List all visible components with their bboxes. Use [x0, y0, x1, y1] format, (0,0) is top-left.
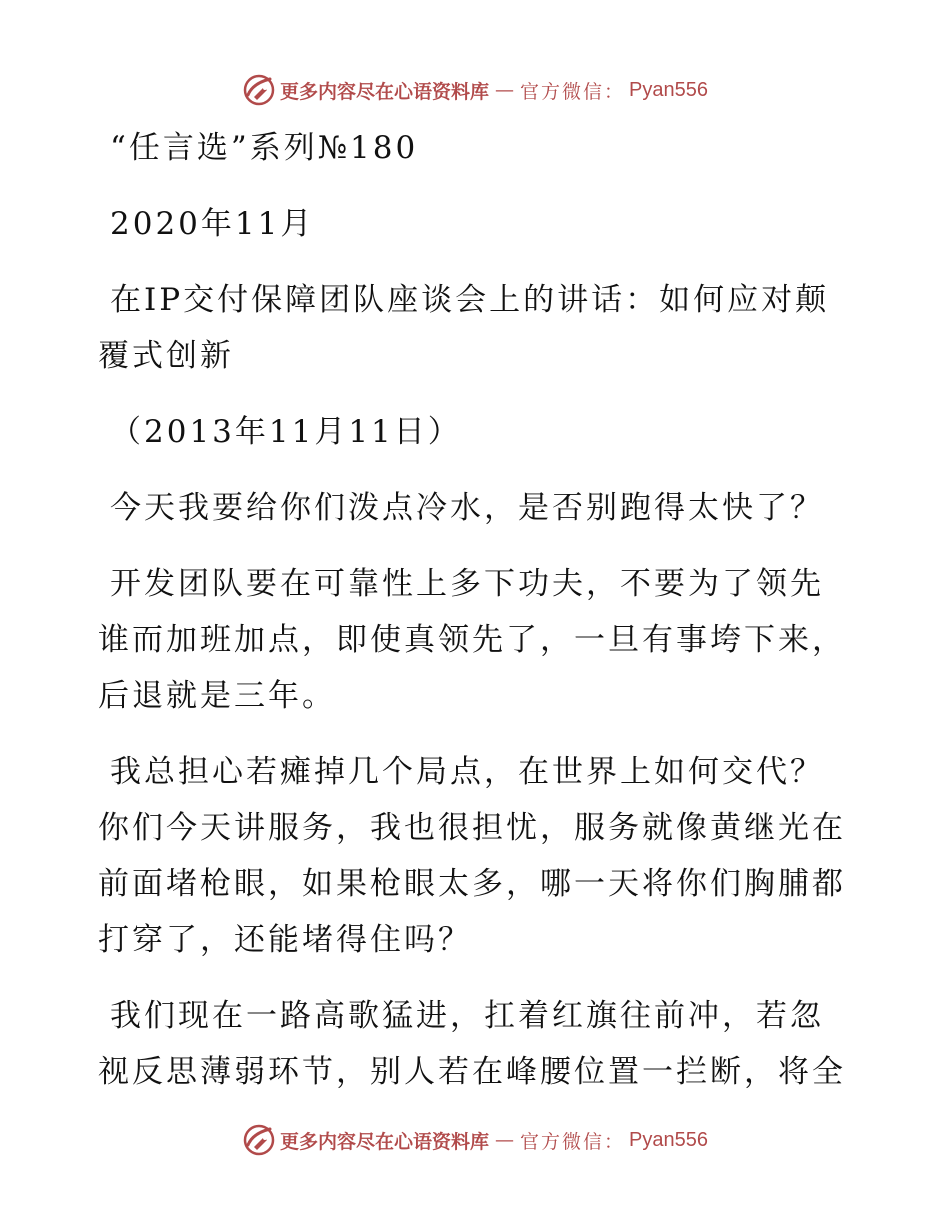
speech-title-line-1: 在IP交付保障团队座谈会上的讲话：如何应对颠	[110, 282, 830, 318]
footer-watermark-banner	[0, 1120, 950, 1160]
document-body	[98, 120, 858, 1100]
paragraph-3-line-2: 你们今天讲服务，我也很担忧，服务就像黄继光在	[98, 810, 846, 846]
banner-wechat-id: Pyan556	[629, 78, 708, 101]
paragraph-4-line-2: 视反思薄弱环节，别人若在峰腰位置一拦断，将全	[98, 1054, 846, 1090]
paragraph-3-line-3: 前面堵枪眼，如果枪眼太多，哪一天将你们胸脯都	[98, 866, 846, 902]
banner-dash: —	[495, 1129, 515, 1151]
pen-logo-icon	[242, 73, 276, 107]
header-watermark-banner	[0, 70, 950, 110]
series-title: “任言选”系列№180	[110, 130, 419, 166]
speech-title-line-2: 覆式创新	[98, 338, 234, 374]
paragraph-2-line-1: 开发团队要在可靠性上多下功夫，不要为了领先	[110, 566, 824, 602]
pen-logo-icon	[242, 1123, 276, 1157]
paragraph-4-line-1: 我们现在一路高歌猛进，扛着红旗往前冲，若忽	[110, 998, 824, 1034]
paragraph-2-line-2: 谁而加班加点，即使真领先了，一旦有事垮下来，	[98, 622, 846, 658]
paragraph-3-line-4: 打穿了，还能堵得住吗？	[98, 922, 472, 958]
paragraph-1-line-1: 今天我要给你们泼点冷水，是否别跑得太快了？	[110, 490, 824, 526]
series-date: 2020年11月	[110, 206, 315, 242]
banner-dash: —	[495, 79, 515, 101]
banner-main-text: 更多内容尽在心语资料库	[280, 1130, 490, 1153]
speech-date: （2013年11月11日）	[110, 414, 462, 450]
banner-official-label: 官方微信：	[520, 80, 626, 103]
banner-main-text: 更多内容尽在心语资料库	[280, 80, 490, 103]
paragraph-2-line-3: 后退就是三年。	[98, 678, 336, 714]
banner-official-label: 官方微信：	[520, 1130, 626, 1153]
banner-wechat-id: Pyan556	[629, 1128, 708, 1151]
paragraph-3-line-1: 我总担心若瘫掉几个局点，在世界上如何交代？	[110, 754, 824, 790]
